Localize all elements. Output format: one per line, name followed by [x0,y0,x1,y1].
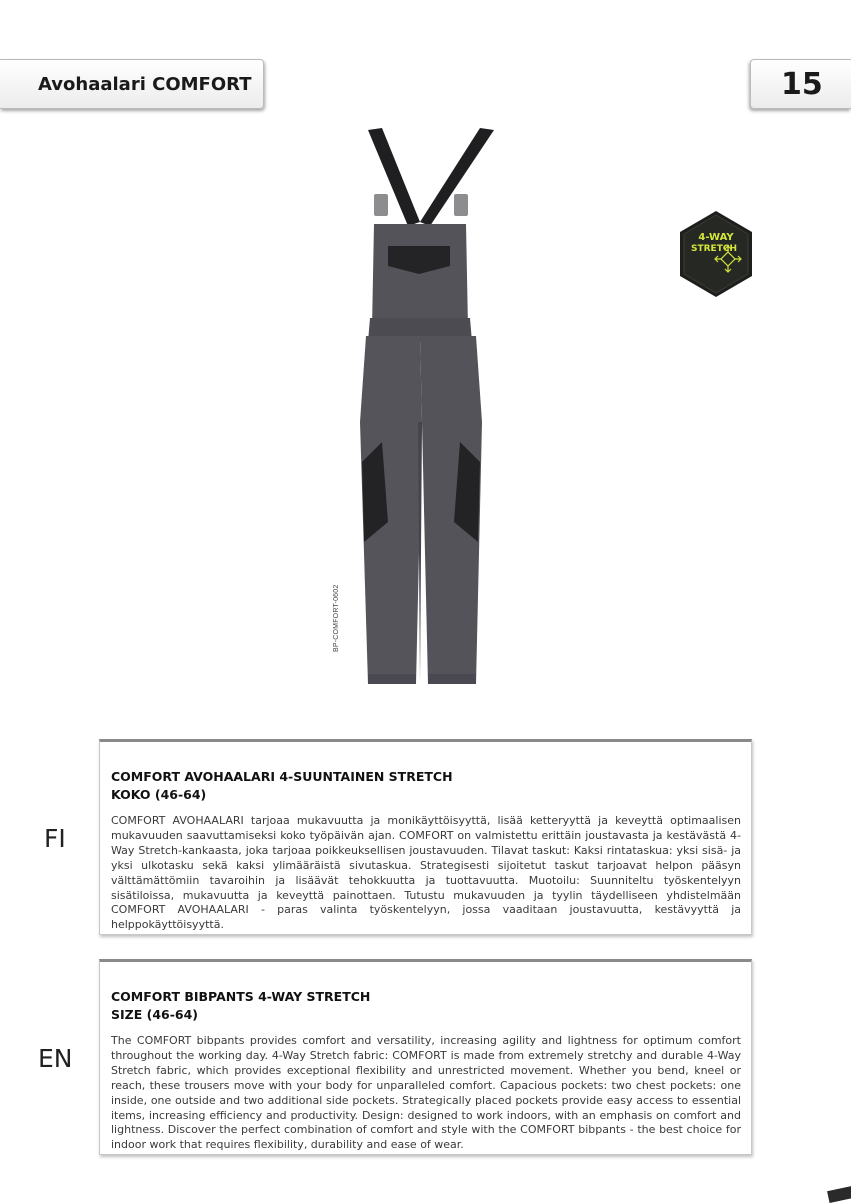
description-box-en [99,959,752,1155]
page-number: 15 [781,67,823,102]
description-text-en: The COMFORT bibpants provides comfort and versatility, increasing agility and lightness for optimum comfort throughout the working day. 4-Way Stretch fabric: COMFORT is made from extremely stretchy and durable 4-Way Stretch fabric, which provides exceptional flexibility and unrestricted movement. Whether you bend, kneel or reach, these trousers move with your body for unparalleled comfort. Capacious pockets: two chest pockets: one inside, one outside and two additional side pockets. Strategically placed pockets provide easy access to essential items, increasing efficiency and productivity. Design: designed to work indoors, with an emphasis on comfort and lightness. Discover the perfect combination of comfort and style with the COMFORT bibpants - the best choice for indoor work that requires flexibility, durability and ease of wear. [111,1034,741,1152]
badge-line1: 4-WAY [698,232,734,243]
page-number-tab [750,59,851,109]
page-title: Avohaalari COMFORT [38,74,252,95]
left-buckle [374,194,388,216]
language-label-fi: FI [44,824,66,853]
description-text-fi: COMFORT AVOHAALARI tarjoaa mukavuutta ja monikäyttöisyyttä, lisää ketteryyttä ja keveyttä optimaalisen mukavuuden saavuttamiseksi koko työpäivän ajan. COMFORT on valmistettu erittäin joustavasta ja kestävästä 4-Way Stretch-kankaasta, joka tarjoaa poikkeuksellisen joustavuuden. Tilavat taskut: Kaksi rintataskua: yksi sisä- ja yksi ulkotasku sekä kaksi ylimääräistä sivutaskua. Strategisesti sijoitetut taskut tarjoavat helpon pääsyn välttämättömiin tavaroihin ja lisäävät tehokkuutta ja tuottavuutta. Muotoilu: Suunniteltu työskentelyyn sisätiloissa, mukavuutta ja keveyttä painottaen. Tutustu mukavuuden ja tyylin täydelliseen yhdistelmään COMFORT AVOHAALARI - paras valinta työskentelyyn, jossa vaaditaan joustavuutta, kestävyyttä ja helppokäyttöisyyttä. [111,814,741,932]
description-box-fi [99,739,752,935]
bib [372,224,468,328]
bibpants-image [330,122,510,692]
title-tab [0,59,264,109]
product-heading-fi: COMFORT AVOHAALARI 4-SUUNTAINEN STRETCH [111,769,453,784]
4-way-stretch-badge [678,210,754,298]
size-heading-fi: KOKO (46-64) [111,787,207,802]
badge-line2: STRETCH [691,244,737,254]
language-label-en: EN [38,1044,73,1073]
corner-decoration [827,1185,851,1203]
product-code: BP-COMFORT-0602 [333,584,340,652]
product-heading-en: COMFORT BIBPANTS 4-WAY STRETCH [111,989,371,1004]
right-buckle [454,194,468,216]
size-heading-en: SIZE (46-64) [111,1007,199,1022]
